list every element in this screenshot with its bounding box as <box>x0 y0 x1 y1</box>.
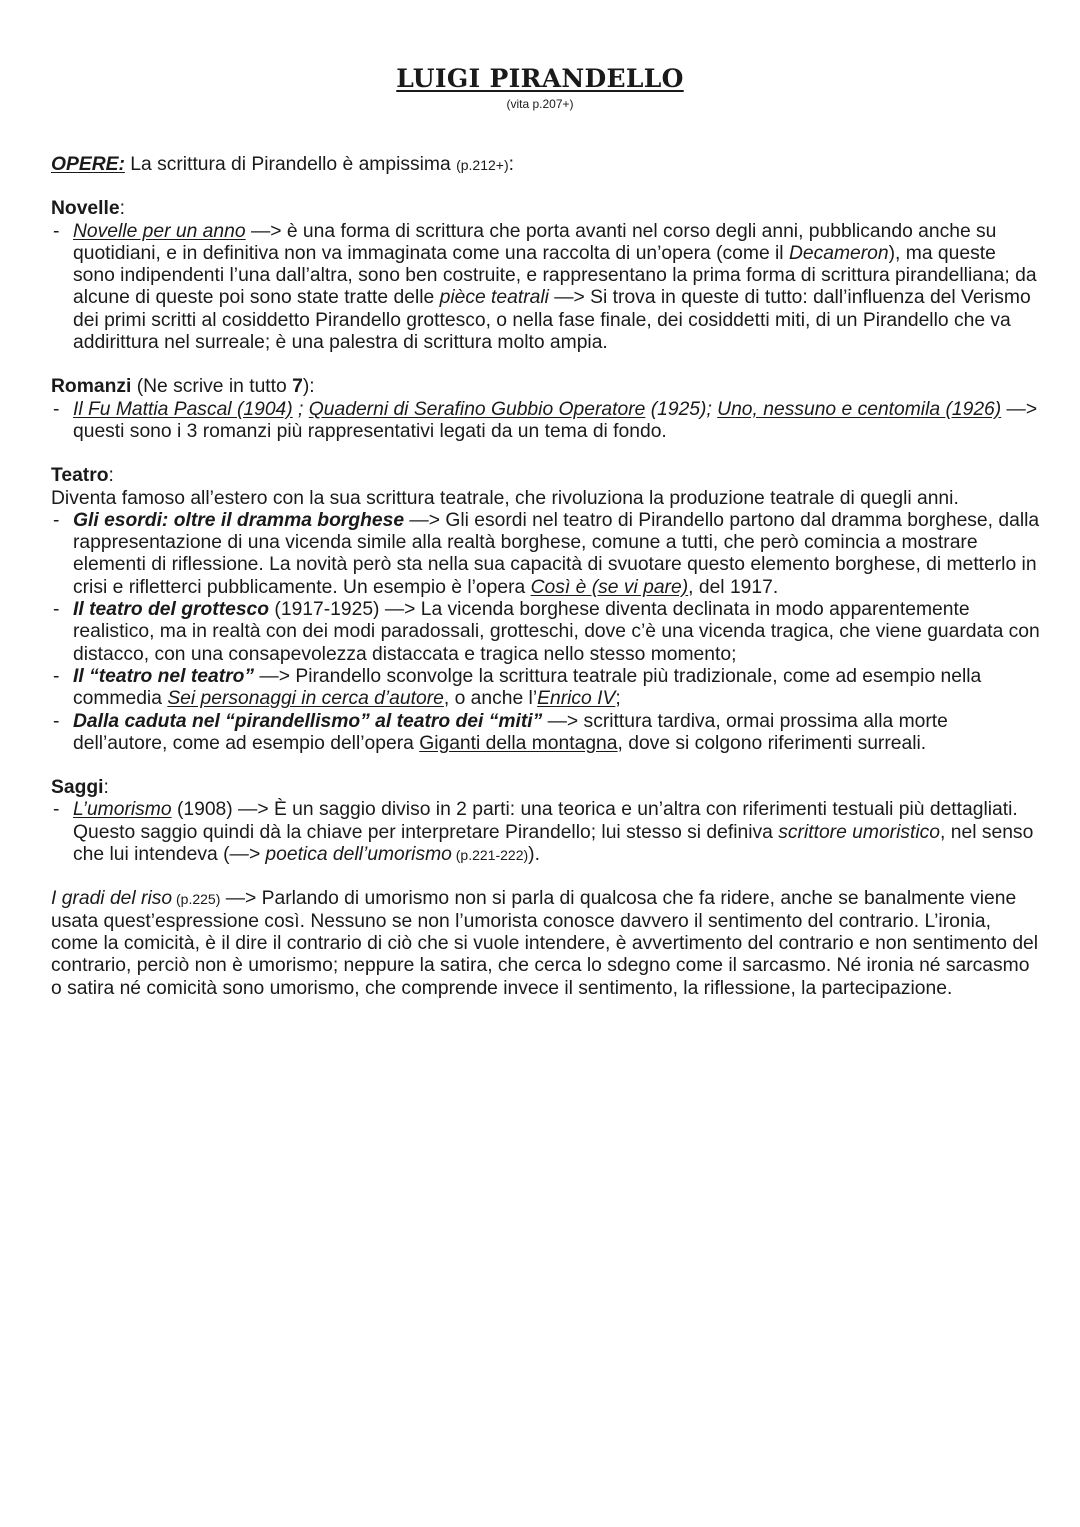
term: pièce teatrali <box>439 287 549 309</box>
term: scrittore umoristico <box>778 821 941 843</box>
page-title-text: LUIGI PIRANDELLO <box>396 64 684 93</box>
list-item <box>51 599 1041 666</box>
gradi-paragraph <box>51 888 1041 999</box>
item-text: —> Gli esordi nel teatro di Pirandello partono dal dramma borghese, dalla rappresentazione di una vicenda simile alla realtà borghese, comune a tutti, che però comincia a mostrare elementi di riflessione. La novità però sta nella sua capacità di svuotare questo elemento borghese, di metterlo in crisi e rifletterci pubblicamente. Un esempio è l’opera <box>73 509 1040 598</box>
romanzi-count: 7 <box>292 376 303 398</box>
separator: ; <box>706 398 718 420</box>
gradi-title: I gradi del riso <box>51 888 173 910</box>
item-title: Il “teatro nel teatro” <box>73 665 255 687</box>
teatro-intro: Diventa famoso all’estero con la sua scrittura teatrale, che rivoluziona la produzione teatrale di quegli anni. <box>51 487 959 509</box>
work-year: (1925) <box>645 398 707 420</box>
page-title <box>0 64 1080 94</box>
item-title: Gli esordi: oltre il dramma borghese <box>73 509 405 531</box>
saggi-heading-text: Saggi <box>51 777 104 799</box>
item-title: Il teatro del grottesco <box>73 599 270 621</box>
page-ref: (p.221-222) <box>451 847 529 864</box>
item-text: —> questi sono i 3 romanzi più rappresentativi legati da un tema di fondo. <box>73 398 1038 442</box>
item-text: (1917-1925) —> La vicenda borghese diventa declinata in modo apparentemente realistico, ma in realtà con dei modi paradossali, grotteschi, dove c’è una vicenda tragica, che viene guardata con distacco, con una consapevolezza distaccata e tragica nello stesso momento; <box>73 599 1040 665</box>
work-title: Uno, nessuno e centomila <box>717 398 946 420</box>
work-title: L’umorismo <box>73 799 172 821</box>
page-subtitle: (vita p.207+) <box>506 97 574 111</box>
work-title: Il Fu Mattia Pascal <box>73 398 237 420</box>
romanzi-list <box>51 399 1041 444</box>
term: —> poetica dell’umorismo <box>229 844 452 866</box>
item-text: , del 1917. <box>688 576 779 598</box>
work-title: Novelle per un anno <box>73 220 246 242</box>
work-year: (1926) <box>945 398 1002 420</box>
teatro-heading-colon: : <box>108 465 114 487</box>
novelle-heading-colon: : <box>119 198 125 220</box>
document-body <box>51 154 1041 1000</box>
saggi-list <box>51 799 1041 866</box>
item-text: —> È un saggio diviso in 2 parti: una teorica e un’altra con riferimenti testuali più dettagliati. Questo saggio quindi dà la chiave per interpretare Pirandello; lui stesso si definiva <box>73 799 1018 843</box>
romanzi-heading-text: Romanzi <box>51 376 132 398</box>
novelle-list <box>51 221 1041 355</box>
separator: ; <box>292 398 309 420</box>
page-ref: (p.225) <box>172 891 221 908</box>
opere-colon: : <box>508 154 514 175</box>
work-year: (1904) <box>236 398 293 420</box>
work-title: Decameron <box>788 242 889 264</box>
item-text: —> Si trova in queste di tutto: dall’influenza del Verismo dei primi scritti al cosiddetto Pirandello grottesco, o nella fase finale, dei cosiddetti miti, di un Pirandello che va addirittura nel surreale; è una palestra di scrittura molto ampia. <box>73 287 1031 354</box>
work-title: Così è (se vi pare) <box>530 576 689 598</box>
list-item <box>51 799 1041 866</box>
item-text: , o anche l’ <box>443 688 538 710</box>
item-text: —> scrittura tardiva, ormai prossima alla morte dell’autore, come ad esempio dell’opera <box>73 710 948 754</box>
item-text: ), ma queste sono indipendenti l’una dall’altra, sono ben costruite, e rappresentano la prima forma di scrittura pirandelliana; da alcune di queste poi sono state tratte delle <box>73 242 1037 309</box>
opere-ref: (p.212+) <box>456 157 509 173</box>
work-year: (1908) <box>171 799 233 821</box>
saggi-heading-colon: : <box>103 777 109 799</box>
romanzi-intro: (Ne scrive in tutto <box>131 376 293 398</box>
item-text: , dove si colgono riferimenti surreali. <box>617 732 927 754</box>
list-item <box>51 510 1041 599</box>
item-text: —> è una forma di scrittura che porta avanti nel corso degli anni, pubblicando anche su quotidiani, e in definitiva non va immaginata come una raccolta di un’opera (come il <box>73 220 997 264</box>
list-item <box>51 711 1041 756</box>
list-item <box>51 399 1041 444</box>
novelle-heading-text: Novelle <box>51 198 120 220</box>
item-text: ). <box>528 844 540 866</box>
work-title: Quaderni di Serafino Gubbio Operatore <box>308 398 646 420</box>
teatro-heading-text: Teatro <box>51 465 109 487</box>
work-title: Giganti della montagna <box>419 732 618 754</box>
item-text: —> Pirandello sconvolge la scrittura teatrale più tradizionale, come ad esempio nella commedia <box>73 665 982 710</box>
opere-intro <box>51 154 1041 176</box>
opere-label: OPERE: <box>51 154 125 175</box>
novelle-heading <box>51 198 1041 220</box>
saggi-heading <box>51 777 1041 799</box>
work-title: Sei personaggi in cerca d’autore <box>167 688 444 710</box>
teatro-list <box>51 510 1041 755</box>
romanzi-heading <box>51 376 1041 398</box>
item-title: Dalla caduta nel “pirandellismo” al teatro dei “miti” <box>73 710 543 732</box>
romanzi-close: ): <box>302 376 315 398</box>
opere-text: La scrittura di Pirandello è ampissima <box>124 154 457 175</box>
work-title: Enrico IV <box>537 688 616 710</box>
list-item <box>51 666 1041 711</box>
item-text: , nel senso che lui intendeva ( <box>73 821 1034 866</box>
gradi-text: —> Parlando di umorismo non si parla di qualcosa che fa ridere, anche se banalmente viene usata quest’espressione così. Nessuno se non l’umorista conosce davvero il sentimento del contrario. L’ironia, come la comicità, è il dire il contrario di ciò che si vuole intendere, è avvertimento del contrario e non sentimento del contrario, perciò non è umorismo; neppure la satira, che cerca lo sdegno come il sarcasmo. Né ironia né sarcasmo o satira né comicità sono umorismo, che comprende invece il sentimento, la riflessione, la partecipazione. <box>51 888 1039 999</box>
item-text: ; <box>615 688 621 710</box>
list-item <box>51 221 1041 355</box>
teatro-heading <box>51 465 1041 487</box>
